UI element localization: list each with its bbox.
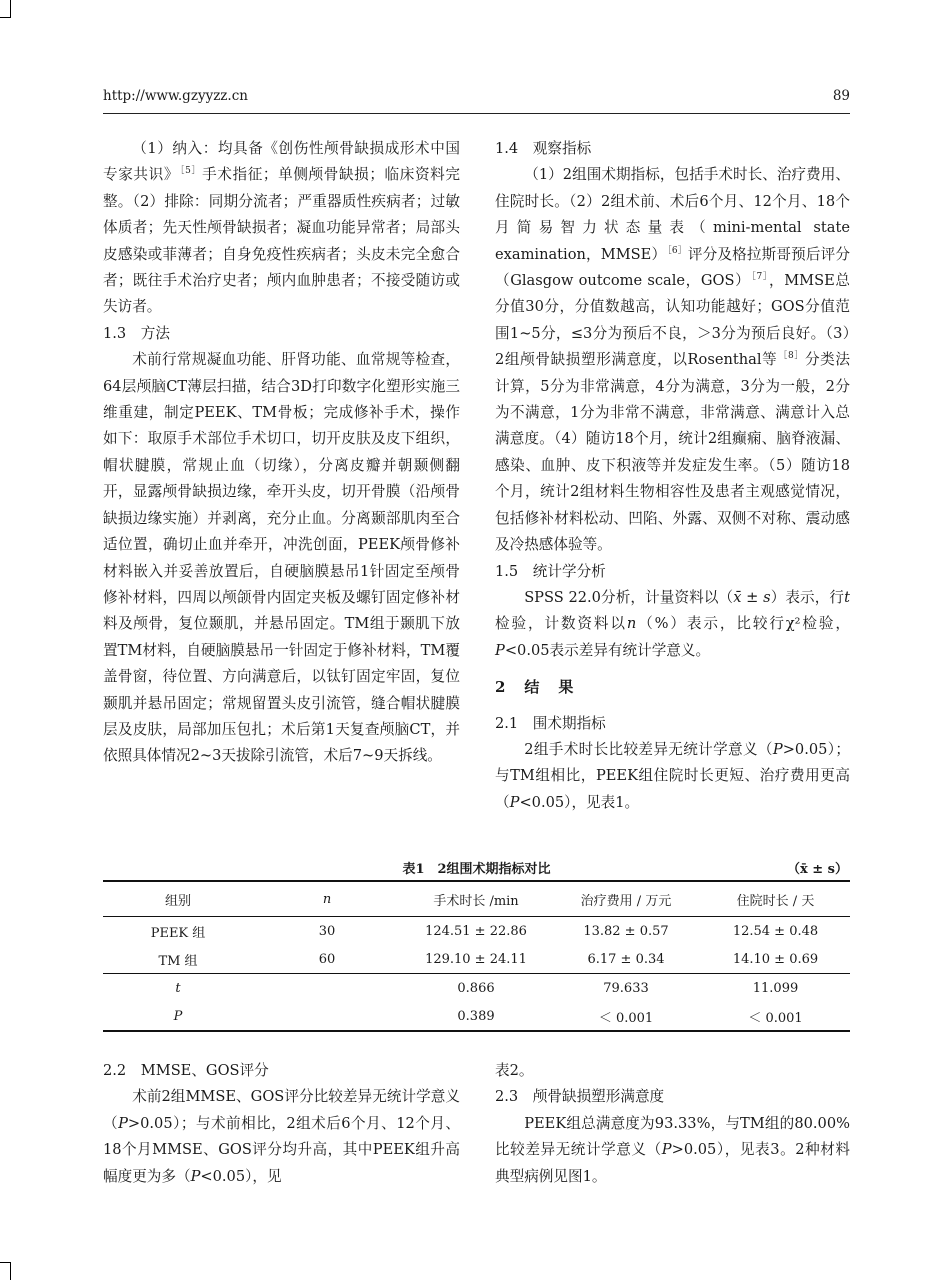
inclusion-exclusion-paragraph: （1）纳入：均具备《创伤性颅骨缺损成形术中国专家共识》$^{[5]}$手术指征；单侧颅骨缺损；临床资料完整。（2）排除：同期分流者；严重器质性疾病者；过敏体质者；先天性颅骨缺损者；凝血功能异常者；局部头皮感染或菲薄者；自身免疫性疾病者；头皮未完全愈合者；既往手术治疗史者；颅内血肿患者；不接受随访或失访者。 [103, 140, 460, 316]
table-row-p: P 0.389 ＜ 0.001 ＜ 0.001 [103, 1002, 850, 1031]
perioperative-paragraph: 2组手术时长比较差异无统计学意义（P>0.05）；与TM组相比，PEEK组住院时长更短、治疗费用更高（P<0.05），见表1。 [495, 740, 850, 811]
col-cost: 治疗费用 / 万元 [580, 893, 672, 909]
section-heading-1-5: 1.5 统计学分析 [495, 562, 606, 580]
table-header-row [103, 881, 850, 917]
header-rule [103, 113, 850, 114]
methods-paragraph: 术前行常规凝血功能、肝肾功能、血常规等检查，64层颅脑CT薄层扫描，结合3D打印数字化塑形实施三维重建，制定PEEK、TM骨板；完成修补手术，操作如下：取原手术部位手术切口，切开皮肤及皮下组织，帽状腱膜，常规止血（切缘），分离皮瓣并朝颞侧翻开，显露颅骨缺损边缘，牵开头皮，切开骨膜（沿颅骨缺损边缘实施）并剥离，充分止血。分离颞部肌肉至合适位置，确切止血并牵开，冲洗创面，PEEK颅骨修补材料嵌入并妥善放置后，自硬脑膜悬吊1针固定至颅骨修补材料，四周以颅颌骨内固定夹板及螺钉固定修补材料及颅骨，复位颞肌，并悬吊固定。TM组于颞肌下放置TM材料，自硬脑膜悬吊一针固定于修补材料，TM覆盖骨窗，待位置、方向满意后，以钛钉固定牢固，复位颞肌并悬吊固定；常规留置头皮引流管，缝合帽状腱膜层及皮肤，局部加压包扎；术后第1天复查颅脑CT，并依照具体情况2~3天拔除引流管，术后7~9天拆线。 [103, 351, 460, 765]
crop-mark-bottom-left-h [0, 1262, 11, 1263]
table-row-t: t 0.866 79.633 11.099 [103, 974, 850, 1003]
ref-5[interactable]: ［5］ [180, 166, 202, 177]
crop-mark-bottom-left [10, 1262, 11, 1280]
col-duration: 手术时长 /min [433, 893, 519, 909]
ref-7[interactable]: ［7］ [751, 272, 769, 283]
col-stay: 住院时长 / 天 [736, 893, 815, 909]
crop-mark-top-left-h [0, 17, 11, 18]
table-row: TM 组 60 129.10 ± 24.11 6.17 ± 0.34 14.10 ± 0.69 [158, 951, 819, 969]
crop-mark-top-left [10, 0, 11, 18]
table-row: PEEK 组 30 124.51 ± 22.86 13.82 ± 0.57 12.54 ± 0.48 [150, 923, 819, 941]
mmse-gos-paragraph: 术前2组MMSE、GOS评分比较差异无统计学意义（P>0.05）；与术前相比，2组术后6个月、12个月、18个月MMSE、GOS评分均升高，其中PEEK组升高幅度更为多（P<0.05），见 [103, 1088, 460, 1185]
mmse-gos-paragraph-cont: 表2。 [495, 1062, 534, 1079]
section-heading-2-3: 2.3 颅骨缺损塑形满意度 [495, 1088, 665, 1106]
left-column [103, 136, 460, 770]
col-group: 组别 [164, 893, 191, 909]
table-1 [103, 880, 850, 1032]
satisfaction-paragraph: PEEK组总满意度为93.33%，与TM组的80.00%比较差异无统计学意义（P>0.05），见表3。2种材料典型病例见图1。 [495, 1114, 850, 1185]
section-heading-2-2: 2.2 MMSE、GOS评分 [103, 1062, 269, 1079]
bottom-left-column [103, 1058, 460, 1190]
section-heading-1-3: 1.3 方法 [103, 324, 170, 342]
table-1-title: 表1 2组围术期指标对比 [402, 862, 551, 877]
bottom-right-column [495, 1058, 850, 1190]
section-heading-2-1: 2.1 围术期指标 [495, 714, 606, 732]
table-1-caption [103, 858, 850, 876]
observation-paragraph: （1）2组围术期指标，包括手术时长、治疗费用、住院时长。（2）2组术前、术后6个月、12个月、18个月简易智力状态量表（mini-mental state examination，MMSE）$^{[6]}$评分及格拉斯哥预后评分（Glasgow outcome scale，GOS）$^{[7]}$，MMSE总分值30分，分值数越高，认知功能越好；GOS分值范围1~5分，≤3分为预后不良，＞3分为预后良好。（3）2组颅骨缺损塑形满意度，以Rosenthal等$^{[8]}$分类法计算，5分为非常满意，4分为满意，3分为一般，2分为不满意，1分为非常不满意，非常满意、满意计入总满意度。（4）随访18个月，统计2组癫痫、脑脊液漏、感染、血肿、皮下积液等并发症发生率。（5）随访18个月，统计2组材料生物相容性及患者主观感觉情况，包括修补材料松动、凹陷、外露、双侧不对称、震动感及冷热感体验等。 [495, 166, 851, 554]
page-number: 89 [832, 88, 850, 104]
col-n: n [322, 891, 332, 907]
right-column [495, 136, 850, 816]
section-heading-1-4: 1.4 观察指标 [495, 140, 592, 157]
ref-8[interactable]: ［8］ [778, 351, 804, 362]
statistics-paragraph: SPSS 22.0分析，计量资料以（x̄ ± s）表示，行t检验，计数资料以n（%）表示，比较行χ²检验，P<0.05表示差异有统计学意义。 [495, 588, 850, 659]
table-1-unit: （x̄ ± s） [786, 862, 848, 877]
section-heading-2: 2 结 果 [495, 678, 576, 697]
ref-6[interactable]: ［6］ [667, 245, 687, 256]
journal-url[interactable]: http://www.gzyyzz.cn [103, 88, 248, 104]
